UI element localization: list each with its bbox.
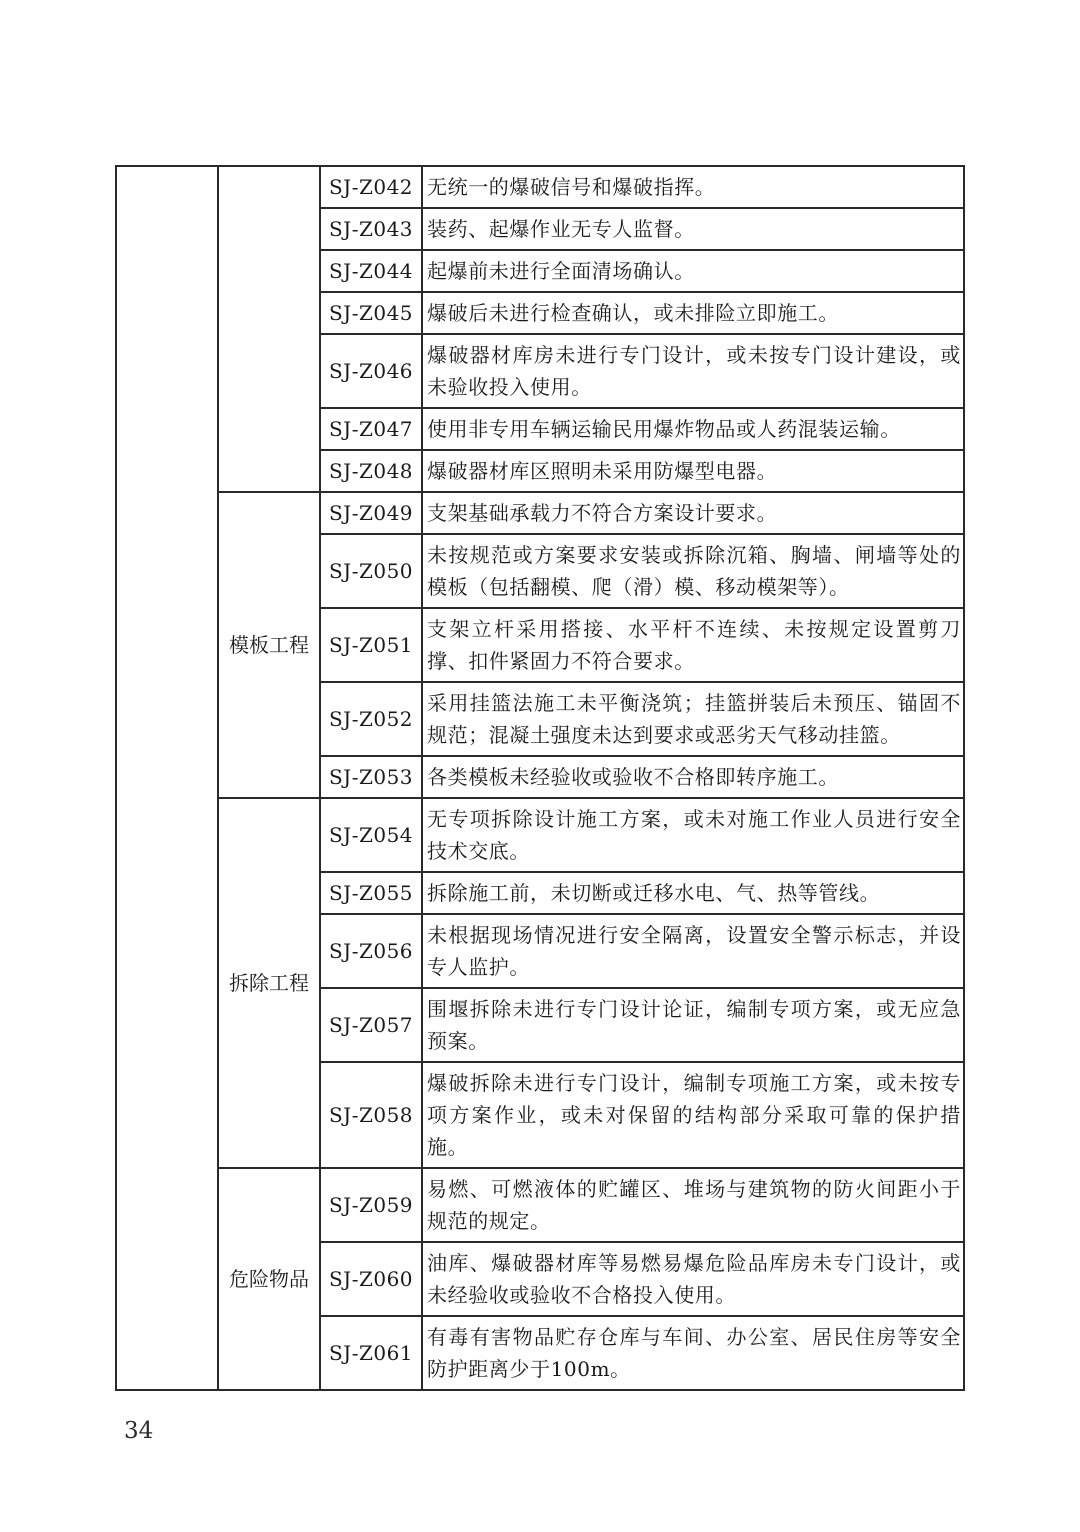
item-code: SJ-Z045: [320, 292, 422, 334]
item-description: 无专项拆除设计施工方案，或未对施工作业人员进行安全技术交底。: [422, 798, 964, 872]
table-row: [116, 166, 964, 208]
item-code: SJ-Z046: [320, 334, 422, 408]
category-cell: [116, 166, 218, 1390]
item-code: SJ-Z057: [320, 988, 422, 1062]
table-row: [116, 798, 964, 872]
item-code: SJ-Z049: [320, 492, 422, 534]
group-label-demolition: 拆除工程: [218, 798, 320, 1168]
item-description: 易燃、可燃液体的贮罐区、堆场与建筑物的防火间距小于规范的规定。: [422, 1168, 964, 1242]
item-description: 各类模板未经验收或验收不合格即转序施工。: [422, 756, 964, 798]
item-code: SJ-Z055: [320, 872, 422, 914]
item-description: 爆破拆除未进行专门设计，编制专项施工方案，或未按专项方案作业，或未对保留的结构部分采取可靠的保护措施。: [422, 1062, 964, 1168]
item-description: 支架立杆采用搭接、水平杆不连续、未按规定设置剪刀撑、扣件紧固力不符合要求。: [422, 608, 964, 682]
item-description: 爆破后未进行检查确认，或未排险立即施工。: [422, 292, 964, 334]
group-cell-blasting: [218, 166, 320, 492]
item-code: SJ-Z058: [320, 1062, 422, 1168]
hazard-table: [115, 165, 965, 1391]
table-row: [116, 492, 964, 534]
item-description: 有毒有害物品贮存仓库与车间、办公室、居民住房等安全防护距离少于100m。: [422, 1316, 964, 1390]
item-code: SJ-Z059: [320, 1168, 422, 1242]
item-description: 支架基础承载力不符合方案设计要求。: [422, 492, 964, 534]
item-description: 爆破器材库区照明未采用防爆型电器。: [422, 450, 964, 492]
item-code: SJ-Z047: [320, 408, 422, 450]
item-code: SJ-Z042: [320, 166, 422, 208]
item-code: SJ-Z043: [320, 208, 422, 250]
table-row: [116, 1168, 964, 1242]
item-code: SJ-Z052: [320, 682, 422, 756]
page-number: 34: [124, 1418, 154, 1444]
item-code: SJ-Z054: [320, 798, 422, 872]
group-label-hazardous: 危险物品: [218, 1168, 320, 1390]
item-code: SJ-Z048: [320, 450, 422, 492]
item-description: 采用挂篮法施工未平衡浇筑；挂篮拼装后未预压、锚固不规范；混凝土强度未达到要求或恶劣天气移动挂篮。: [422, 682, 964, 756]
item-description: 围堰拆除未进行专门设计论证，编制专项方案，或无应急预案。: [422, 988, 964, 1062]
item-code: SJ-Z056: [320, 914, 422, 988]
item-description: 起爆前未进行全面清场确认。: [422, 250, 964, 292]
item-description: 拆除施工前，未切断或迁移水电、气、热等管线。: [422, 872, 964, 914]
item-code: SJ-Z060: [320, 1242, 422, 1316]
item-code: SJ-Z050: [320, 534, 422, 608]
item-code: SJ-Z061: [320, 1316, 422, 1390]
item-description: 未根据现场情况进行安全隔离，设置安全警示标志，并设专人监护。: [422, 914, 964, 988]
item-description: 使用非专用车辆运输民用爆炸物品或人药混装运输。: [422, 408, 964, 450]
item-description: 无统一的爆破信号和爆破指挥。: [422, 166, 964, 208]
item-code: SJ-Z051: [320, 608, 422, 682]
item-description: 爆破器材库房未进行专门设计，或未按专门设计建设，或未验收投入使用。: [422, 334, 964, 408]
group-label-formwork: 模板工程: [218, 492, 320, 798]
item-code: SJ-Z044: [320, 250, 422, 292]
item-description: 油库、爆破器材库等易燃易爆危险品库房未专门设计，或未经验收或验收不合格投入使用。: [422, 1242, 964, 1316]
item-description: 装药、起爆作业无专人监督。: [422, 208, 964, 250]
item-description: 未按规范或方案要求安装或拆除沉箱、胸墙、闸墙等处的模板（包括翻模、爬（滑）模、移动模架等）。: [422, 534, 964, 608]
item-code: SJ-Z053: [320, 756, 422, 798]
